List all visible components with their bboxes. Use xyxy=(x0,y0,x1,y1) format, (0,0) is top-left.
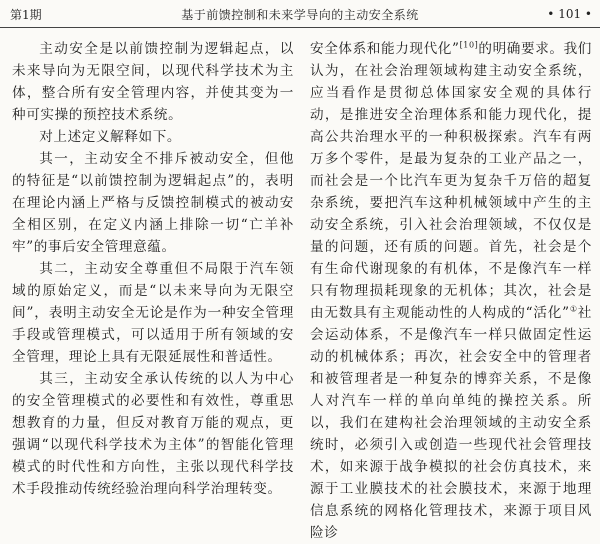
paragraph-definition: 主动安全是以前馈控制为逻辑起点，以未来导向为无限空间，以现代科学技术为主体，整合所有安全管理内容，并使其变为一种可实操的预控技术系统。 xyxy=(12,41,294,123)
text-end: 社会运动体系，不是像汽车一样只做固定性运动的机械体系；再次，社会安全中的管理者和被管理者是一种复杂的博弈关系，不是像人对汽车一样的单向单纯的操控关系。所以，我们在建构社会治理领域的主动安全系统时，必须引入或创造一些现代社会管理技术，如来源于战争模拟的社会仿真技术，来源于工业膜技术的社会膜技术，来源于地理信息系统的网格化管理技术，来源于项目风险诊 xyxy=(310,305,592,541)
paragraph-continued xyxy=(310,38,592,544)
paragraph-point-two: 其二，主动安全尊重但不局限于汽车领域的原始定义，而是“以未来导向为无限空间”，表明主动安全无论是作为一种安全管理手段或管理模式，可以适用于所有领域的安全管理，理论上具有无限延展性和普适性。 xyxy=(12,261,294,365)
footnote-marker: ① xyxy=(569,304,578,314)
left-column xyxy=(12,38,294,500)
page-header xyxy=(0,0,600,28)
issue-number: 第1期 xyxy=(10,7,42,22)
page-number: • 101 • xyxy=(547,7,592,21)
header-rule xyxy=(0,27,600,28)
text-middle: 的明确要求。我们认为，在社会治理领域构建主动安全系统，应当看作是贯彻总体国家安全观的具体行动，是推进安全治理体系和能力现代化，提高公共治理水平的一种积极探索。汽车有两万多个零件，是最为复杂的工业产品之一，而社会是一个比汽车更为复杂千万倍的超复杂系统，要把汽车这种机械领域中产生的主动安全系统，引入社会治理领域，不仅仅是量的问题，还有质的问题。首先，社会是个有生命代谢现象的有机体，不是像汽车一样只有物理损耗现象的无机体；其次，社会是由无数具有主观能动性的人构成的“活化” xyxy=(310,41,592,321)
paragraph-point-three: 其三，主动安全承认传统的以人为中心的安全管理模式的必要性和有效性，尊重思想教育的力量，但反对教育万能的观点，更强调“以现代科学技术为主体”的智能化管理模式的时代性和方向性，主张以现代科学技术手段推动传统经验治理向科学治理转变。 xyxy=(12,371,294,497)
paragraph-intro: 对上述定义解释如下。 xyxy=(39,129,182,145)
right-column xyxy=(310,38,592,544)
text-start: 安全体系和能力现代化” xyxy=(310,41,460,57)
citation-ref: [10] xyxy=(459,40,479,50)
paragraph-point-one: 其一，主动安全不排斥被动安全，但他的特征是“以前馈控制为逻辑起点”的，表明在理论内涵上严格与反馈控制模式的被动安全相区别，在定义内涵上排除一切“亡羊补牢”的事后安全管理意蕴。 xyxy=(12,151,294,255)
running-title: 基于前馈控制和未来学导向的主动安全系统 xyxy=(181,7,419,22)
